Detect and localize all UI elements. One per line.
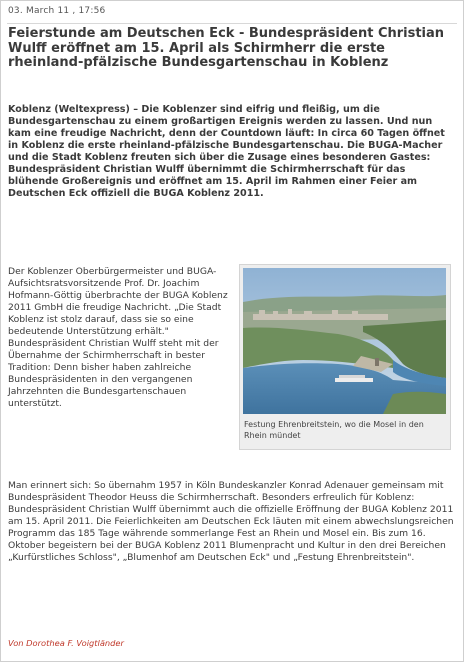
article-headline: Feierstunde am Deutschen Eck - Bundespräsident Christian Wulff eröffnet am 15. April als Schirmherr die erste rheinland-pfälzische Bundesgartenschau in Koblenz bbox=[8, 26, 445, 70]
article-figure bbox=[239, 264, 451, 450]
author-link[interactable]: Von Dorothea F. Voigtländer bbox=[8, 638, 124, 648]
date-divider bbox=[7, 23, 457, 24]
figure-caption: Festung Ehrenbreitstein, wo die Mosel in den Rhein mündet bbox=[244, 420, 424, 440]
article-body-paragraph-1: Der Koblenzer Oberbürgermeister und BUGA-Aufsichtsratsvorsitzende Prof. Dr. Joachim Hofmann-Göttig überbrachte der BUGA Koblenz 2011 GmbH die freudige Nachricht. „Die Stadt Koblenz ist stolz darauf, dass sie so eine bedeutende Unterstützung erhält." Bundespräsident Christian Wulff steht mit der Übernahme der Schirmherrschaft in bester Tradition: Denn bisher haben zahlreiche Bundespräsidenten in den vergangenen Jahrzehnten die Bundesgartenschauen unterstützt. bbox=[8, 266, 228, 409]
aerial-photo-deutsches-eck[interactable] bbox=[243, 268, 446, 414]
article-lead: Koblenz (Weltexpress) – Die Koblenzer sind eifrig und fleißig, um die Bundesgartenschau zu einem großartigen Ereignis werden zu lassen. Und nun kam eine freudige Nachricht, denn der Countdown läuft: In circa 60 Tagen öffnet in Koblenz die erste rheinland-pfälzische Bundesgartenschau. Die BUGA-Macher und die Stadt Koblenz freuten sich über die Zusage eines besonderen Gastes: Bundespräsident Christian Wulff übernimmt die Schirmherrschaft für das blühende Großereignis und eröffnet am 15. April im Rahmen einer Feier am Deutschen Eck offiziell die BUGA Koblenz 2011. bbox=[8, 104, 445, 199]
article-date: 03. March 11 , 17:56 bbox=[8, 6, 106, 16]
article-body-paragraph-2: Man erinnert sich: So übernahm 1957 in Köln Bundeskanzler Konrad Adenauer gemeinsam mit Bundespräsident Theodor Heuss die Schirmherrschaft. Besonders erfreulich für Koblenz: Bundespräsident Christian Wulff übernimmt auch die offizielle Eröffnung der BUGA Koblenz 2011 am 15. April 2011. Die Feierlichkeiten am Deutschen Eck läuten mit einem abwechslungsreichen Programm das 185 Tage währende sommerlange Fest an Rhein und Mosel ein. Bis zum 16. Oktober begeistern bei der BUGA Koblenz 2011 Blumenpracht und Kultur in den drei Bereichen „Kurfürstliches Schloss", „Blumenhof am Deutschen Eck" und „Festung Ehrenbreitstein". bbox=[8, 480, 454, 563]
